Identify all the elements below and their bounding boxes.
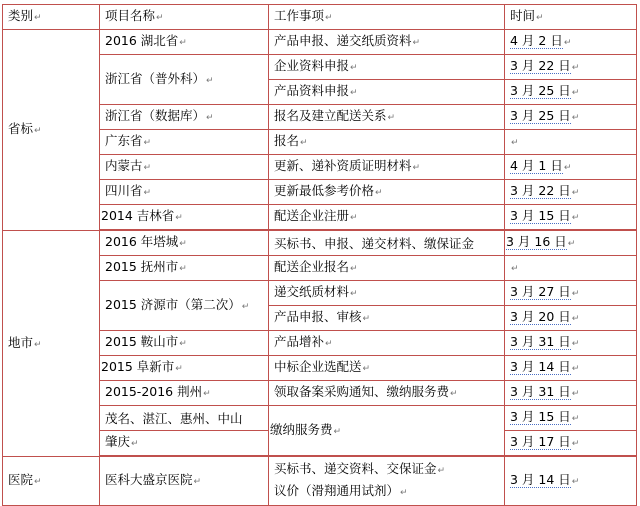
task-text: 产品申报、审核 (274, 309, 362, 324)
date-text: 3 月 31 日 (510, 384, 571, 399)
project-text: 茂名、湛江、惠州、中山 (105, 410, 243, 426)
category-text: 地市 (8, 334, 34, 350)
paragraph-mark: ↵ (412, 163, 421, 173)
paragraph-mark: ↵ (143, 138, 152, 148)
task-text: 报名及建立配送关系 (274, 108, 387, 123)
task-cell (269, 205, 505, 230)
paragraph-mark: ↵ (143, 163, 152, 173)
paragraph-mark: ↵ (350, 213, 358, 223)
project-text: 2015-2016 荆州 (105, 384, 203, 399)
task-cell (269, 331, 505, 356)
project-text: 2015 鞍山市 (105, 334, 179, 349)
project-cell (100, 30, 269, 55)
paragraph-mark: ↵ (300, 138, 308, 148)
project-text: 内蒙古 (105, 158, 143, 173)
date-text: 3 月 22 日 (510, 183, 571, 198)
paragraph-mark: ↵ (241, 301, 250, 312)
date-cell (505, 431, 637, 456)
paragraph-mark: ↵ (179, 339, 187, 349)
task-cell (269, 105, 505, 130)
paragraph-mark: ↵ (412, 38, 421, 48)
date-text: 3 月 14 日 (510, 359, 571, 374)
paragraph-mark: ↵ (34, 477, 42, 487)
task-text: 买标书、递交资料、交保证金 (274, 461, 437, 476)
date-cell (505, 205, 637, 230)
project-text: 2015 抚州市 (105, 259, 179, 274)
paragraph-mark: ↵ (437, 466, 446, 476)
paragraph-mark: ↵ (571, 113, 580, 123)
task-text: 缴纳服务费 (270, 421, 333, 437)
paragraph-mark: ↵ (400, 488, 408, 498)
date-text: 3 月 20 日 (510, 309, 571, 324)
task-text: 更新、递补资质证明材料 (274, 158, 412, 173)
paragraph-mark: ↵ (143, 188, 152, 198)
date-text: 3 月 16 日 (506, 234, 567, 249)
task-text: 递交纸质材料 (274, 284, 350, 299)
date-cell (505, 457, 637, 506)
task-text: 议价（滑翔通用试剂） (274, 483, 400, 498)
task-cell (269, 256, 505, 281)
category-cell (3, 457, 100, 506)
project-cell (100, 180, 269, 205)
header-text: 工作事项 (274, 8, 325, 23)
task-text: 配送企业报名 (274, 259, 350, 274)
date-cell (505, 406, 637, 431)
paragraph-mark: ↵ (387, 113, 396, 123)
date-cell (505, 105, 637, 130)
date-text: 4 月 1 日 (510, 158, 563, 173)
paragraph-mark: ↵ (179, 38, 187, 48)
project-text: 2015 济源市（第二次） (105, 296, 241, 312)
project-cell (100, 356, 269, 381)
date-cell (505, 281, 637, 306)
task-cell (269, 381, 505, 406)
header-date (505, 5, 637, 30)
paragraph-mark: ↵ (179, 264, 187, 274)
paragraph-mark: ↵ (571, 414, 580, 424)
paragraph-mark: ↵ (511, 264, 519, 274)
task-text: 报名 (274, 133, 300, 148)
paragraph-mark: ↵ (536, 13, 544, 23)
project-text: 浙江省（普外科） (105, 70, 206, 86)
date-cell (505, 30, 637, 55)
paragraph-mark: ↵ (325, 339, 333, 349)
paragraph-mark: ↵ (571, 289, 580, 299)
paragraph-mark: ↵ (350, 264, 358, 274)
date-text: 3 月 25 日 (510, 108, 571, 123)
project-cell (100, 55, 269, 105)
header-text: 时间 (510, 8, 536, 23)
task-text: 中标企业选配送 (274, 359, 362, 374)
project-cell (100, 256, 269, 281)
paragraph-mark: ↵ (325, 13, 333, 23)
project-text: 2014 吉林省 (101, 208, 175, 223)
paragraph-mark: ↵ (571, 389, 580, 399)
project-text: 2016 湖北省 (105, 33, 179, 48)
header-text: 项目名称 (105, 8, 156, 23)
paragraph-mark: ↵ (567, 239, 576, 249)
paragraph-mark: ↵ (34, 13, 42, 23)
category-text: 医院 (8, 472, 34, 487)
task-cell (269, 457, 505, 506)
date-cell (505, 155, 637, 180)
date-text: 3 月 15 日 (510, 208, 571, 223)
project-text: 四川省 (105, 183, 143, 198)
task-cell (269, 231, 505, 256)
task-text: 领取备案采购通知、缴纳服务费 (274, 384, 450, 399)
task-cell (269, 356, 505, 381)
date-cell (505, 231, 637, 256)
project-cell (100, 331, 269, 356)
date-cell (505, 381, 637, 406)
task-text: 产品申报、递交纸质资料 (274, 33, 412, 48)
task-cell (269, 30, 505, 55)
project-text: 2016 年塔城 (105, 234, 179, 249)
paragraph-mark: ↵ (563, 38, 572, 48)
header-task (269, 5, 505, 30)
header-text: 类别 (8, 8, 34, 23)
task-text: 买标书、申报、递交材料、缴保证金 (274, 235, 475, 251)
paragraph-mark: ↵ (571, 364, 580, 374)
task-line (274, 481, 504, 503)
paragraph-mark: ↵ (350, 289, 358, 299)
task-cell (269, 155, 505, 180)
paragraph-mark: ↵ (362, 364, 371, 374)
project-text: 医科大盛京医院 (105, 472, 193, 487)
category-cell (3, 231, 100, 457)
project-cell (100, 155, 269, 180)
task-text: 更新最低参考价格 (274, 183, 375, 198)
paragraph-mark: ↵ (34, 339, 42, 350)
paragraph-mark: ↵ (571, 213, 580, 223)
date-text: 4 月 2 日 (510, 33, 563, 48)
paragraph-mark: ↵ (571, 314, 580, 324)
date-text: 3 月 17 日 (510, 434, 571, 449)
project-cell (100, 381, 269, 406)
paragraph-mark: ↵ (179, 239, 187, 249)
task-cell (269, 80, 505, 105)
paragraph-mark: ↵ (206, 75, 214, 86)
project-cell (100, 281, 269, 331)
date-cell (505, 80, 637, 105)
header-row (3, 5, 637, 30)
task-cell (269, 306, 505, 331)
date-text: 3 月 27 日 (510, 284, 571, 299)
date-cell (505, 356, 637, 381)
project-text: 肇庆 (105, 434, 131, 449)
paragraph-mark: ↵ (175, 213, 183, 223)
table-row (3, 457, 637, 506)
paragraph-mark: ↵ (571, 88, 580, 98)
paragraph-mark: ↵ (193, 477, 202, 487)
paragraph-mark: ↵ (571, 339, 580, 349)
date-cell (505, 130, 637, 155)
category-text: 省标 (8, 121, 34, 136)
paragraph-mark: ↵ (131, 439, 139, 449)
date-cell (505, 331, 637, 356)
date-cell (505, 180, 637, 205)
paragraph-mark: ↵ (571, 439, 580, 449)
header-category (3, 5, 100, 30)
task-cell (269, 406, 505, 456)
date-text: 3 月 14 日 (510, 472, 571, 487)
paragraph-mark: ↵ (175, 364, 183, 374)
project-text: 2015 阜新市 (101, 359, 175, 374)
paragraph-mark: ↵ (375, 188, 383, 198)
paragraph-mark: ↵ (350, 88, 358, 98)
project-text: 浙江省（数据库） (105, 108, 206, 123)
task-line (274, 459, 504, 481)
project-cell (100, 431, 269, 456)
date-cell (505, 256, 637, 281)
project-cell (100, 205, 269, 230)
task-text: 配送企业注册 (274, 208, 350, 223)
header-project (100, 5, 269, 30)
paragraph-mark: ↵ (34, 126, 42, 136)
table-row (3, 30, 637, 55)
date-text: 3 月 31 日 (510, 334, 571, 349)
task-text: 产品资料申报 (274, 83, 350, 98)
paragraph-mark: ↵ (571, 188, 580, 198)
project-text: 广东省 (105, 133, 143, 148)
project-cell (100, 231, 269, 256)
date-cell (505, 306, 637, 331)
task-text: 企业资料申报 (274, 58, 350, 73)
task-cell (269, 55, 505, 80)
project-cell (100, 105, 269, 130)
task-text: 产品增补 (274, 334, 325, 349)
paragraph-mark: ↵ (571, 477, 580, 487)
paragraph-mark: ↵ (156, 13, 164, 23)
paragraph-mark: ↵ (450, 389, 458, 399)
project-cell (100, 130, 269, 155)
date-text: 3 月 15 日 (510, 409, 571, 424)
paragraph-mark: ↵ (206, 113, 214, 123)
paragraph-mark: ↵ (362, 314, 371, 324)
task-cell (269, 180, 505, 205)
paragraph-mark: ↵ (571, 63, 580, 73)
project-cell (100, 457, 269, 506)
schedule-table (2, 4, 637, 506)
paragraph-mark: ↵ (350, 63, 358, 73)
paragraph-mark: ↵ (563, 163, 572, 173)
task-cell (269, 281, 505, 306)
date-cell (505, 55, 637, 80)
paragraph-mark: ↵ (333, 426, 342, 437)
table-row (3, 231, 637, 256)
task-cell (269, 130, 505, 155)
date-text: 3 月 25 日 (510, 83, 571, 98)
paragraph-mark: ↵ (203, 389, 211, 399)
paragraph-mark: ↵ (511, 138, 519, 148)
project-cell (100, 406, 269, 431)
date-text: 3 月 22 日 (510, 58, 571, 73)
category-cell (3, 30, 100, 231)
